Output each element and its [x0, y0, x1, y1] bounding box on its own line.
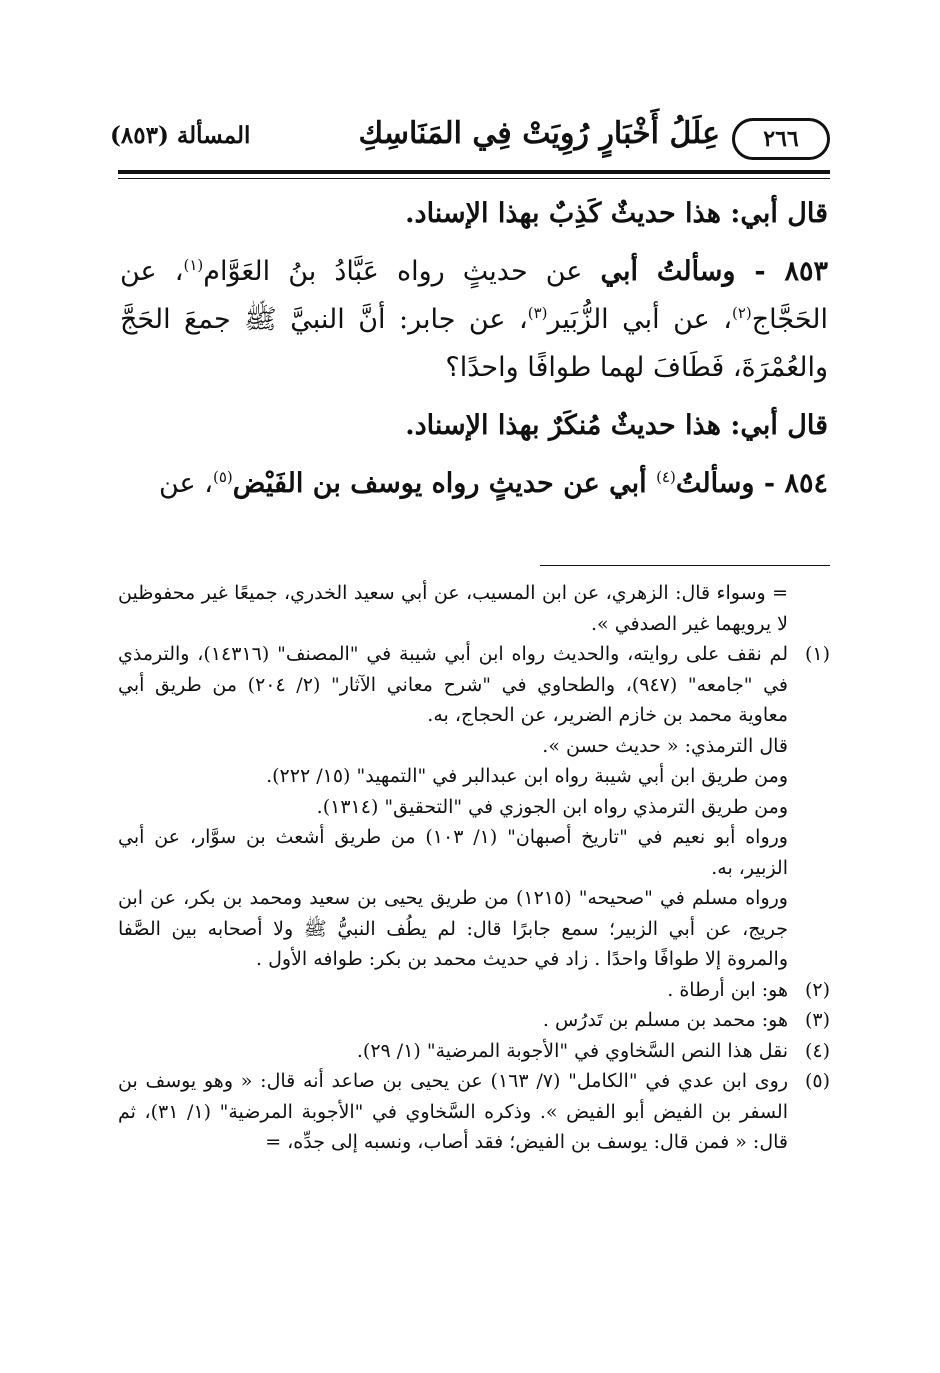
footnote-ref-1[interactable]: (١) — [183, 256, 204, 274]
footnote-3 — [118, 1005, 830, 1036]
footnote-body: هو: ابن أرطاة . — [667, 978, 788, 1001]
paragraph-text: ، عن جابر: أنَّ النبيَّ ﷺ جمعَ الحَجَّ والعُمْرَةَ، فَطَافَ لهما طوافًا واحدًا؟ — [120, 304, 828, 383]
paragraph-issue-853 — [120, 248, 828, 392]
paragraph-text: ، عن — [159, 468, 213, 499]
footnote-ref-3[interactable]: (٣) — [527, 304, 548, 322]
footnote-4 — [118, 1036, 830, 1067]
paragraph-text: أبي عن حديثٍ رواه يوسف بن الفَيْض — [232, 468, 657, 499]
paragraph-text: قال أبي: هذا حديثٌ مُنكَرٌ بهذا الإسناد. — [405, 410, 828, 441]
footnote-ref-5[interactable]: (٥) — [212, 468, 233, 486]
footnote-body — [118, 639, 788, 975]
paragraph-abi-kadhib — [120, 190, 828, 238]
main-text — [120, 190, 828, 508]
footnote-line: ومن طريق ابن أبي شيبة رواه ابن عبدالبر في "التمهيد" (١٥/ ٢٢٢). — [266, 765, 788, 787]
footnote-body: روى ابن عدي في "الكامل" (٧/ ١٦٣) عن يحيى بن صاعد أنه قال: « وهو يوسف بن السفر بن الفيض أبو الفيض ». وذكره السَّخاوي في "الأجوبة المرضية" (١/ ٣١)، ثم قال: « فمن قال: يوسف بن الفيض؛ فقد أصاب، ونسبه إلى جدِّه، = — [118, 1070, 789, 1153]
paragraph-text: ، عن الحَجَّاج — [120, 256, 828, 335]
footnote-ref-2[interactable]: (٢) — [731, 304, 752, 322]
footnote-line: ورواه مسلم في "صحيحه" (١٢١٥) من طريق يحيى بن سعيد ومحمد بن بكر، عن ابن جريج، عن أبي الزبير؛ سمع جابرًا قال: لم يطُف النبيُّ ﷺ ولا أصحابه بين الصَّفا والمروة إلا طوافًا واحدًا . زاد في حديث محمد بن بكر: طوافه الأول . — [118, 887, 788, 970]
page-header — [110, 112, 830, 170]
header-rule-thin — [118, 178, 830, 179]
paragraph-abi-munkar — [120, 402, 828, 450]
footnote-5 — [118, 1066, 830, 1158]
footnote-body: نقل هذا النص السَّخاوي في "الأجوبة المرضية" (١/ ٢٩). — [356, 1039, 788, 1062]
issue-label: المسألة (٨٥٣) — [110, 122, 251, 149]
header-rule-thick — [118, 170, 830, 174]
footnote-number: (٣) — [804, 1009, 830, 1031]
footnote-line: قال الترمذي: « حديث حسن ». — [542, 734, 788, 757]
footnote-separator — [540, 565, 830, 566]
issue-number-853: ٨٥٣ - وسألتُ أبي — [600, 256, 828, 287]
footnote-body: هو: محمد بن مسلم بن تَدرُس . — [542, 1009, 788, 1031]
book-title: عِلَلُ أَخْبَارٍ رُوِيَتْ فِي المَنَاسِكِ — [358, 116, 720, 151]
page-number: ٢٦٦ — [732, 118, 830, 160]
footnote-2 — [118, 975, 830, 1006]
footnote-continuation: = وسواء قال: الزهري، عن ابن المسيب، عن أبي سعيد الخدري، جميعًا غير محفوظين لا يرويهما غير الصدفي ». — [118, 582, 788, 635]
footnote-number: (٥) — [804, 1070, 830, 1092]
paragraph-text: قال أبي: هذا حديثٌ كَذِبٌ بهذا الإسناد. — [405, 198, 828, 229]
paragraph-text: عن حديثٍ رواه عَبَّادُ بنُ العَوَّام — [203, 256, 601, 287]
footnote-line: لم نقف على روايته، والحديث رواه ابن أبي شيبة في "المصنف" (١٤٣١٦)، والترمذي في "جامعه" (٩٤٧)، والطحاوي في "شرح معاني الآثار" (٢/ ٢٠٤) من طريق أبي معاوية محمد بن خازم الضرير، عن الحجاج، به. — [118, 643, 788, 726]
paragraph-issue-854 — [120, 460, 828, 508]
footnote-line: ورواه أبو نعيم في "تاريخ أصبهان" (١/ ١٠٣) من طريق أشعث بن سوَّار، عن أبي الزبير، به. — [118, 826, 788, 879]
footnote-1 — [118, 639, 830, 975]
footnote-number: (٢) — [804, 978, 830, 1001]
footnotes — [118, 578, 830, 1158]
paragraph-text: ، عن أبي الزُّبَير — [547, 304, 732, 335]
issue-number-854: ٨٥٤ - وسألتُ — [675, 468, 828, 499]
footnote-number: (١) — [804, 643, 830, 665]
footnote-ref-4[interactable]: (٤) — [656, 468, 676, 486]
footnote-number: (٤) — [804, 1039, 830, 1062]
footnote-line: ومن طريق الترمذي رواه ابن الجوزي في "التحقيق" (١٣١٤). — [316, 795, 788, 818]
